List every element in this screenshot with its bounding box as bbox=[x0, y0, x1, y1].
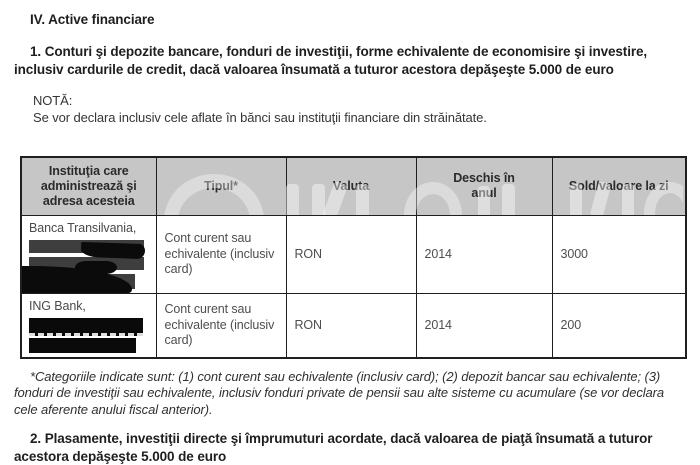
col-header-currency: Valuta bbox=[286, 157, 416, 215]
item2-paragraph: 2. Plasamente, investiţii directe şi împrumuturi acordate, dacă valoarea de piaţă însumată a tuturor acestora depăşeşte 5.000 de euro bbox=[14, 431, 653, 464]
section-heading: IV. Active financiare bbox=[30, 12, 155, 27]
balance-cell: 200 bbox=[552, 294, 686, 358]
nota-body: Se vor declara inclusiv cele aflate în bănci sau instituţii financiare din străinătate. bbox=[33, 110, 487, 125]
institution-name: Banca Transilvania, bbox=[29, 220, 137, 235]
table-row bbox=[21, 294, 686, 358]
item1-paragraph: 1. Conturi şi depozite bancare, fonduri de investiţii, forme echivalente de economisire şi investire, inclusiv cardurile de credit, dacă valoarea însumată a tuturor acestora depăşeşte 5.000 de euro bbox=[14, 44, 648, 77]
account-type-cell: Cont curent sau echivalente (inclusiv card) bbox=[156, 215, 286, 294]
institution-name: ING Bank, bbox=[29, 299, 86, 313]
opened-year-cell: 2014 bbox=[416, 294, 552, 358]
currency-cell: RON bbox=[286, 294, 416, 358]
table-row bbox=[21, 215, 686, 294]
opened-year-cell: 2014 bbox=[416, 215, 552, 294]
institution-cell bbox=[21, 294, 156, 358]
financial-accounts-table-wrap bbox=[20, 156, 685, 359]
categories-footnote: *Categoriile indicate sunt: (1) cont curent sau echivalente (inclusiv card); (2) depozit bancar sau echivalente; (3) fonduri de investiţii sau echivalente, inclusiv fonduri private de pensii sau alte sisteme cu acumulare (se vor declara cele aferente anului fiscal anterior). bbox=[14, 368, 664, 417]
redacted-address bbox=[29, 318, 150, 353]
redacted-address bbox=[29, 240, 150, 289]
nota-label: NOTĂ: bbox=[33, 93, 73, 108]
redaction-bar bbox=[29, 274, 135, 289]
redaction-bar bbox=[29, 318, 143, 336]
institution-cell bbox=[21, 215, 156, 294]
currency-cell: RON bbox=[286, 215, 416, 294]
col-header-balance: Sold/valoare la zi bbox=[552, 157, 686, 215]
redaction-bar bbox=[29, 338, 136, 353]
col-header-type: Tipul* bbox=[156, 157, 286, 215]
redaction-bar bbox=[29, 257, 144, 270]
balance-cell: 3000 bbox=[552, 215, 686, 294]
table-header-row bbox=[21, 157, 686, 215]
col-header-institution: Instituţia care administrează şi adresa acesteia bbox=[21, 157, 156, 215]
financial-accounts-table bbox=[20, 156, 687, 359]
account-type-cell: Cont curent sau echivalente (inclusiv card) bbox=[156, 294, 286, 358]
col-header-opened-year: Deschis în anul bbox=[416, 157, 552, 215]
redaction-bar bbox=[29, 240, 144, 253]
